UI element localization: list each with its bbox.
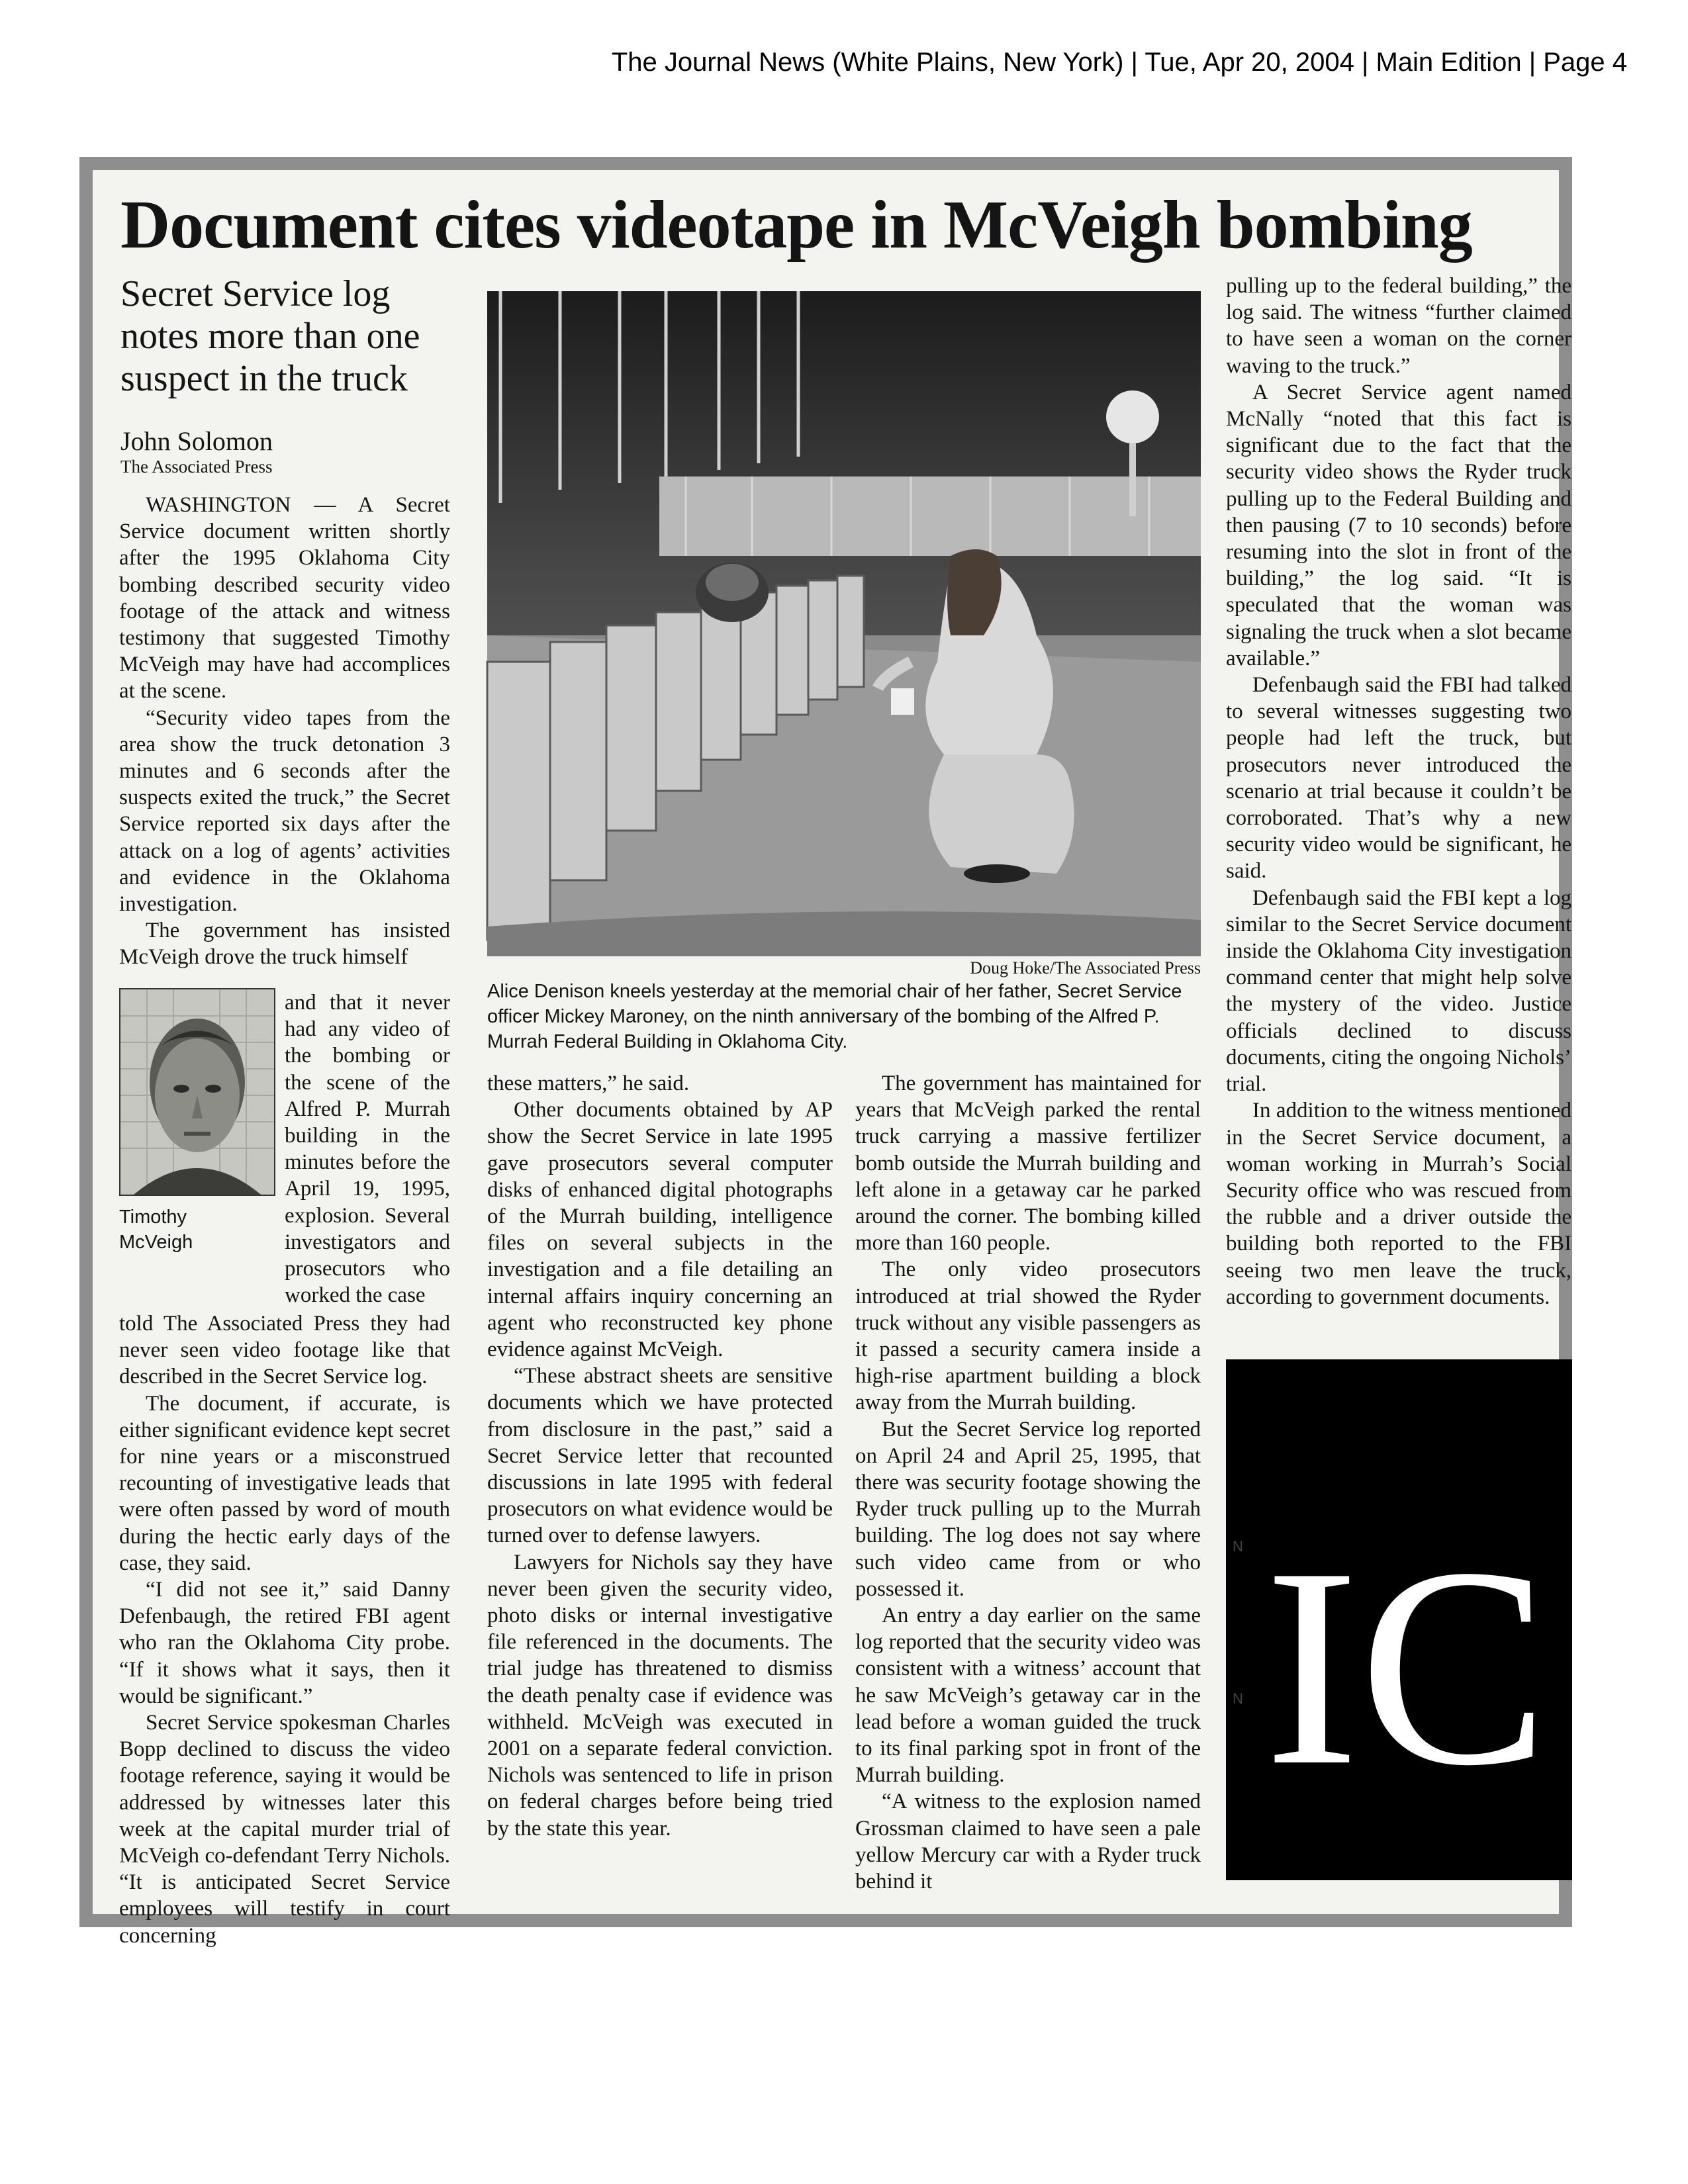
paragraph: A Secret Service agent named McNally “noted that this fact is significant due to the fact that the security video shows the Ryder truck pulling up to the Federal Building and then pausing (7 to 10 seconds) before resuming into the slot in front of the building,” the log said. “It is speculated that the woman was signaling the truck when a slot became available.” [1226, 380, 1571, 670]
byline-affiliation: The Associated Press [120, 457, 273, 477]
headline: Document cites videotape in McVeigh bombing [120, 187, 1472, 263]
paragraph: The document, if accurate, is either significant evidence kept secret for nine years or a misconstrued recounting of investigative leads that were often passed by word of mouth during the hectic early days of the case, they said. [119, 1391, 450, 1575]
paragraph: The government has maintained for years that McVeigh parked the rental truck carrying a massive fertilizer bomb outside the Murrah building and left alone in a getaway car he parked around the corner. The bombing killed more than 160 people. [855, 1071, 1201, 1255]
mugshot-image [120, 989, 274, 1195]
paragraph: Lawyers for Nichols say they have never been given the security video, photo disks or internal investigative file referenced in the documents. The trial judge has threatened to dismiss the death penalty case if evidence was withheld. McVeigh was executed in 2001 on a separate federal conviction. Nichols was sentenced to life in prison on federal charges before being tried by the state this year. [487, 1550, 833, 1841]
paragraph: But the Secret Service log reported on April 24 and April 25, 1995, that there was security footage showing the Ryder truck pulling up to the Murrah building. The log does not say where such video came from or who possessed it. [855, 1417, 1201, 1601]
adjacent-ad-fragment [1226, 1359, 1572, 1880]
paragraph: The only video prosecutors introduced at trial showed the Ryder truck without any visible passengers as it passed a security camera inside a high-rise apartment building a block away from the Murrah building. [855, 1257, 1201, 1415]
paragraph: Defenbaugh said the FBI kept a log similar to the Secret Service document inside the Oklahoma City investigation command center that might help solve the mystery of the video. Justice officials declined to discuss documents, citing the ongoing Nichols’ trial. [1226, 886, 1571, 1097]
ad-large-letters: IC [1264, 1510, 1549, 1825]
paragraph: The government has insisted McVeigh drove the truck himself [119, 919, 450, 970]
paragraph: Defenbaugh said the FBI had talked to several witnesses suggesting two people had left the truck, but prosecutors never introduced the scenario at trial because it couldn’t be corroborated. That’s why a new security video would be significant, he said. [1226, 673, 1571, 884]
paragraph: “Security video tapes from the area show the truck detonation 3 minutes and 6 seconds after the suspects exited the truck,” the Secret Service reported six days after the attack on a log of agents’ activities and evidence in the Oklahoma investigation. [119, 705, 450, 917]
photo-caption: Alice Denison kneels yesterday at the memorial chair of her father, Secret Service officer Mickey Maroney, on the ninth anniversary of the bombing of the Alfred P. Murrah Federal Building in Oklahoma City. [487, 981, 1182, 1052]
photo-memorial-chairs [487, 291, 1201, 956]
paragraph: “These abstract sheets are sensitive documents which we have protected from disclosure in the past,” said a Secret Service letter that recounted discussions in late 1995 with federal prosecutors on what evidence would be turned over to defense lawyers. [487, 1364, 833, 1548]
paragraph: In addition to the witness mentioned in the Secret Service document, a woman working in Murrah’s Social Security office who was rescued from the rubble and a driver outside the building both reported to the FBI seeing two men leave the truck, according to government documents. [1226, 1099, 1571, 1309]
column-2 [487, 1070, 833, 1842]
byline: John Solomon [120, 426, 273, 456]
paragraph: these matters,” he said. [487, 1071, 690, 1095]
mugshot-caption: Timothy McVeigh [119, 1206, 193, 1253]
paragraph: pulling up to the federal building,” the log said. The witness “further claimed to have seen a woman on the corner waving to the truck.” [1226, 274, 1571, 378]
ad-mark: N [1233, 1538, 1243, 1555]
photo-credit: Doug Hoke/The Associated Press [970, 958, 1201, 978]
news-photo [487, 291, 1201, 956]
paragraph: told The Associated Press they had never seen video footage like that described in the Secret Service log. [119, 1312, 450, 1389]
paragraph: “A witness to the explosion named Grossman claimed to have seen a pale yellow Mercury car with a Ryder truck behind it [855, 1790, 1201, 1894]
column-3 [855, 1070, 1201, 1895]
paragraph: Other documents obtained by AP show the Secret Service in late 1995 gave prosecutors several computer disks of enhanced digital photographs of the Murrah building, intelligence files on several subjects in the investigation and a file detailing an internal affairs inquiry concerning an agent who reconstructed key phone evidence against McVeigh. [487, 1098, 833, 1362]
ad-mark: N [1233, 1690, 1243, 1707]
paragraph: “I did not see it,” said Danny Defenbaugh, the retired FBI agent who ran the Oklahoma City probe. “If it shows what it says, then it would be significant.” [119, 1578, 450, 1708]
column-1-wrap-text: and that it never had any video of the bombing or the scene of the Alfred P. Murrah building in the minutes before the April 19, 1995, explosion. Several investigators and prosecutors who worked the case [285, 991, 450, 1308]
subhead: Secret Service log notes more than one suspect in the truck [120, 273, 420, 399]
newspaper-clipping [79, 157, 1572, 1948]
paragraph: Secret Service spokesman Charles Bopp declined to discuss the video footage reference, saying it would be addressed by witnesses later this week at the capital murder trial of McVeigh co-defendant Terry Nichols. “It is anticipated Secret Service employees will testify in court concerning [119, 1711, 450, 1948]
paragraph: WASHINGTON — A Secret Service document written shortly after the 1995 Oklahoma City bombing described security video footage of the attack and witness testimony that suggested Timothy McVeigh may have had accomplices at the scene. [119, 493, 450, 704]
column-1-top [119, 492, 450, 971]
mugshot-timothy-mcveigh [119, 988, 275, 1196]
column-1-bottom [119, 1310, 450, 1949]
paragraph: An entry a day earlier on the same log reported that the security video was consistent with a witness’ account that he saw McVeigh’s getaway car in the lead before a woman guided the truck to its final parking spot in front of the Murrah building. [855, 1604, 1201, 1788]
column-4 [1226, 273, 1571, 1310]
page-info: The Journal News (White Plains, New York) | Tue, Apr 20, 2004 | Main Edition | Page 4 [611, 48, 1627, 77]
